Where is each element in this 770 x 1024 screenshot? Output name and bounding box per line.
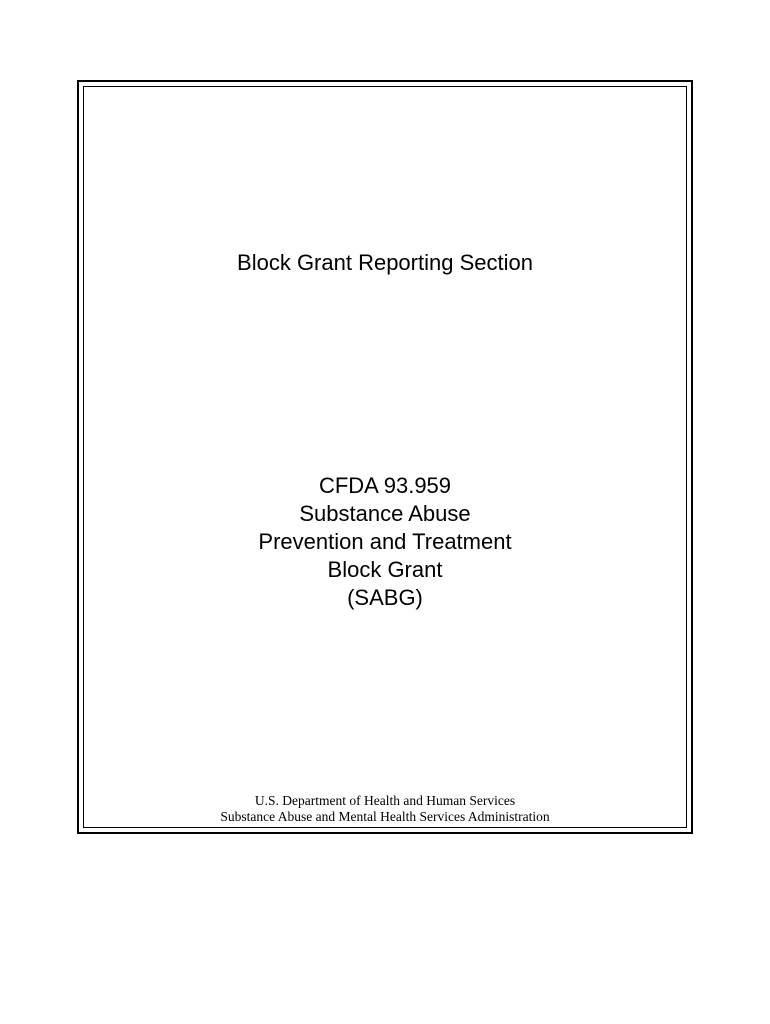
agency-block — [84, 793, 686, 825]
cover-frame-inner — [83, 86, 687, 828]
cfda-number: CFDA 93.959 — [318, 473, 452, 498]
program-acronym: (SABG) — [347, 585, 423, 610]
section-title: Block Grant Reporting Section — [237, 250, 533, 275]
program-block — [84, 472, 686, 612]
cover-frame-outer — [77, 80, 693, 834]
department-name: U.S. Department of Health and Human Services — [254, 793, 516, 808]
program-name-line-2: Prevention and Treatment — [258, 529, 512, 554]
administration-name: Substance Abuse and Mental Health Services Administration — [220, 809, 550, 824]
program-name-line-3: Block Grant — [327, 557, 443, 582]
program-name-line-1: Substance Abuse — [299, 501, 471, 526]
